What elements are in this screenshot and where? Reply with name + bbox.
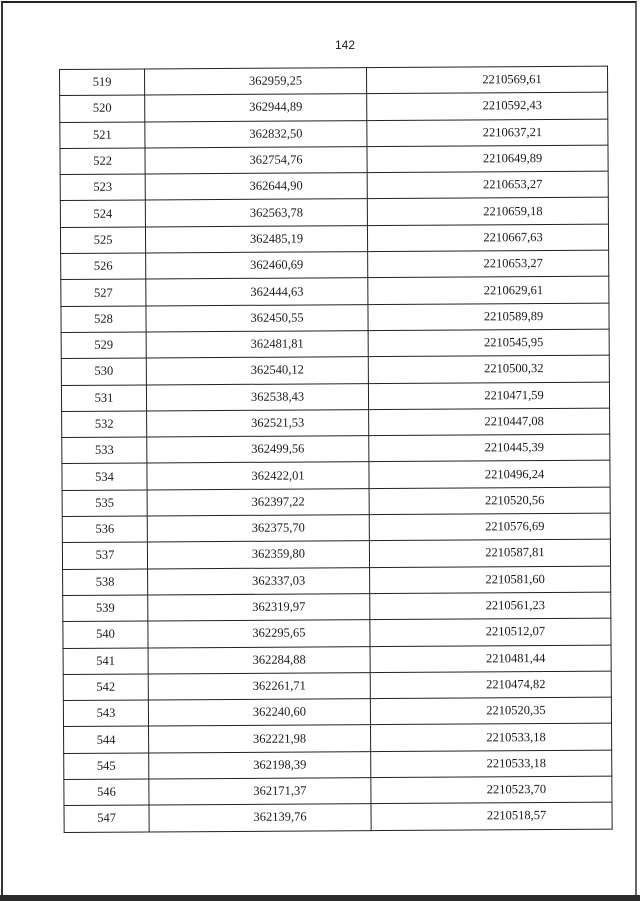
x-coordinate-cell: 362959,25 — [145, 68, 367, 96]
x-coordinate-cell: 362240,60 — [148, 699, 370, 727]
point-number-cell: 543 — [63, 700, 148, 727]
x-coordinate-cell: 362221,98 — [149, 725, 371, 753]
y-coordinate-cell: 2210653,27 — [368, 250, 609, 278]
page-number: 142 — [334, 38, 356, 52]
table-row — [62, 513, 610, 543]
x-coordinate-cell: 362261,71 — [148, 672, 370, 700]
y-coordinate-cell: 2210592,43 — [367, 92, 608, 120]
x-coordinate-cell: 362754,76 — [145, 147, 367, 175]
x-coordinate-cell: 362319,97 — [148, 594, 370, 622]
table-row — [60, 92, 608, 122]
point-number-cell: 531 — [61, 385, 146, 412]
y-coordinate-cell: 2210533,18 — [371, 750, 612, 778]
table-row — [61, 329, 609, 359]
point-number-cell: 547 — [64, 805, 149, 832]
y-coordinate-cell: 2210500,32 — [368, 355, 609, 383]
point-number-cell: 525 — [60, 227, 145, 254]
y-coordinate-cell: 2210576,69 — [369, 513, 610, 541]
y-coordinate-cell: 2210496,24 — [369, 461, 610, 489]
table-row — [64, 776, 612, 806]
table-row — [61, 277, 609, 307]
x-coordinate-cell: 362832,50 — [145, 120, 367, 148]
table-row — [61, 355, 609, 385]
point-number-cell: 519 — [60, 69, 145, 96]
x-coordinate-cell: 362397,22 — [147, 488, 369, 516]
x-coordinate-cell: 362499,56 — [147, 436, 369, 464]
x-coordinate-cell: 362171,37 — [149, 778, 371, 806]
table-row — [62, 461, 610, 491]
point-number-cell: 535 — [62, 490, 147, 517]
x-coordinate-cell: 362460,69 — [146, 252, 368, 280]
y-coordinate-cell: 2210569,61 — [366, 66, 607, 94]
point-number-cell: 529 — [61, 332, 146, 359]
x-coordinate-cell: 362444,63 — [146, 278, 368, 306]
point-number-cell: 527 — [61, 279, 146, 306]
y-coordinate-cell: 2210659,18 — [367, 198, 608, 226]
point-number-cell: 534 — [62, 463, 147, 490]
y-coordinate-cell: 2210629,61 — [368, 277, 609, 305]
point-number-cell: 521 — [60, 122, 145, 149]
y-coordinate-cell: 2210561,23 — [370, 592, 611, 620]
table-row — [63, 697, 611, 727]
table-row — [61, 382, 609, 412]
x-coordinate-cell: 362540,12 — [146, 357, 368, 385]
x-coordinate-cell: 362337,03 — [148, 567, 370, 595]
x-coordinate-cell: 362198,39 — [149, 751, 371, 779]
y-coordinate-cell: 2210518,57 — [371, 802, 612, 830]
point-number-cell: 541 — [63, 647, 148, 674]
x-coordinate-cell: 362521,53 — [147, 409, 369, 437]
x-coordinate-cell: 362644,90 — [145, 173, 367, 201]
y-coordinate-cell: 2210520,56 — [369, 487, 610, 515]
x-coordinate-cell: 362284,88 — [148, 646, 370, 674]
table-row — [62, 408, 610, 438]
y-coordinate-cell: 2210445,39 — [369, 434, 610, 462]
y-coordinate-cell: 2210512,07 — [370, 618, 611, 646]
y-coordinate-cell: 2210667,63 — [367, 224, 608, 252]
point-number-cell: 537 — [62, 542, 147, 569]
point-number-cell: 523 — [60, 174, 145, 201]
table-row — [63, 592, 611, 622]
y-coordinate-cell: 2210447,08 — [369, 408, 610, 436]
point-number-cell: 533 — [62, 437, 147, 464]
x-coordinate-cell: 362375,70 — [147, 515, 369, 543]
x-coordinate-cell: 362359,80 — [147, 541, 369, 569]
point-number-cell: 545 — [64, 753, 149, 780]
point-number-cell: 546 — [64, 779, 149, 806]
table-row — [63, 566, 611, 596]
point-number-cell: 536 — [62, 516, 147, 543]
table-row — [60, 171, 608, 201]
table-row — [63, 671, 611, 701]
y-coordinate-cell: 2210653,27 — [367, 171, 608, 199]
point-number-cell: 522 — [60, 148, 145, 175]
table-row — [62, 539, 610, 569]
x-coordinate-cell: 362422,01 — [147, 462, 369, 490]
y-coordinate-cell: 2210520,35 — [370, 697, 611, 725]
table-row — [60, 224, 608, 254]
point-number-cell: 540 — [63, 621, 148, 648]
table-row — [63, 645, 611, 675]
x-coordinate-cell: 362139,76 — [149, 804, 371, 832]
y-coordinate-cell: 2210533,18 — [371, 724, 612, 752]
y-coordinate-cell: 2210587,81 — [369, 539, 610, 567]
y-coordinate-cell: 2210471,59 — [368, 382, 609, 410]
point-number-cell: 528 — [61, 306, 146, 333]
y-coordinate-cell: 2210481,44 — [370, 645, 611, 673]
x-coordinate-cell: 362481,81 — [146, 331, 368, 359]
coordinate-table-body — [60, 66, 613, 832]
table-row — [60, 145, 608, 175]
point-number-cell: 524 — [60, 200, 145, 227]
y-coordinate-cell: 2210589,89 — [368, 303, 609, 331]
point-number-cell: 544 — [64, 726, 149, 753]
x-coordinate-cell: 362538,43 — [146, 383, 368, 411]
table-row — [62, 487, 610, 517]
x-coordinate-cell: 362450,55 — [146, 304, 368, 332]
y-coordinate-cell: 2210649,89 — [367, 145, 608, 173]
point-number-cell: 532 — [62, 411, 147, 438]
point-number-cell: 530 — [61, 358, 146, 385]
table-row — [61, 250, 609, 280]
y-coordinate-cell: 2210523,70 — [371, 776, 612, 804]
x-coordinate-cell: 362563,78 — [145, 199, 367, 227]
x-coordinate-cell: 362295,65 — [148, 620, 370, 648]
table-row — [64, 802, 612, 832]
table-row — [62, 434, 610, 464]
table-row — [60, 198, 608, 228]
point-number-cell: 520 — [60, 95, 145, 122]
x-coordinate-cell: 362485,19 — [145, 225, 367, 253]
y-coordinate-cell: 2210581,60 — [370, 566, 611, 594]
table-row — [64, 750, 612, 780]
y-coordinate-cell: 2210545,95 — [368, 329, 609, 357]
point-number-cell: 542 — [63, 674, 148, 701]
table-row — [63, 618, 611, 648]
x-coordinate-cell: 362944,89 — [145, 94, 367, 122]
coordinate-table — [59, 66, 613, 833]
table-row — [61, 303, 609, 333]
y-coordinate-cell: 2210637,21 — [367, 119, 608, 147]
table-row — [64, 724, 612, 754]
point-number-cell: 539 — [63, 595, 148, 622]
point-number-cell: 538 — [63, 569, 148, 596]
page-bottom-edge — [0, 895, 640, 901]
y-coordinate-cell: 2210474,82 — [370, 671, 611, 699]
table-row — [60, 119, 608, 149]
table-row — [60, 66, 608, 96]
point-number-cell: 526 — [61, 253, 146, 280]
